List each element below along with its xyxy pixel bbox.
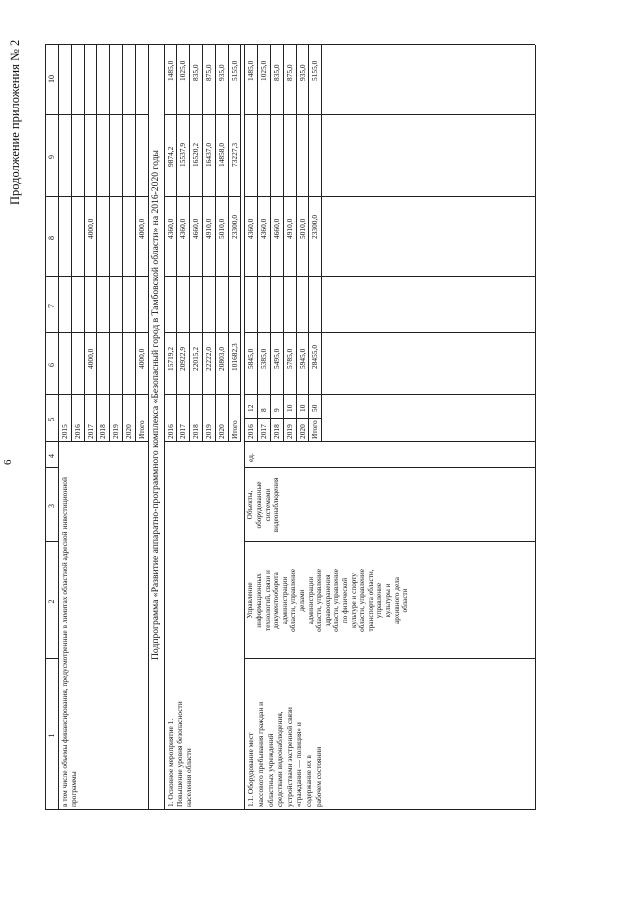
- header-bottom-rule: [58, 45, 59, 810]
- main-event-col6-value: 22015,2: [191, 346, 201, 371]
- row-rule: [176, 45, 177, 442]
- main-event-col8-value: 23300,0: [229, 214, 239, 239]
- executor-line: области, управление: [332, 569, 341, 632]
- event-col6-value: 5385,0: [259, 348, 269, 369]
- event-quantity: 50: [310, 404, 320, 412]
- continuation-label: Продолжение приложения № 2: [8, 39, 22, 205]
- column-rule: [244, 276, 535, 277]
- event-name-line: 1.1. Оборудование мест: [246, 732, 256, 807]
- column-rule: [244, 441, 535, 442]
- section-a-year: 2016: [72, 424, 82, 439]
- event-col8-value: 5010,0: [297, 218, 307, 239]
- event-name-line: массового пребывания граждан и: [256, 701, 265, 807]
- main-event-col9-value: 16437,0: [204, 142, 213, 167]
- row-rule: [283, 45, 284, 442]
- unit-label: ед.: [246, 453, 256, 462]
- executor-line: области, управление: [315, 569, 324, 632]
- header-column-rule: [45, 467, 58, 468]
- row-rule: [270, 45, 271, 442]
- event-col8-value: 4360,0: [246, 218, 256, 239]
- executor-line: архивного дела: [392, 577, 401, 624]
- event-col10-value: 1485,0: [246, 60, 256, 81]
- event-col10-value: 5155,0: [310, 60, 320, 81]
- event-year: 2016: [246, 424, 256, 439]
- column-number-3: 3: [47, 504, 56, 508]
- main-event-col6-value: 20922,9: [178, 346, 188, 371]
- column-rule: [244, 332, 535, 333]
- column-number-10: 10: [47, 75, 56, 83]
- executor-line: делами: [298, 589, 306, 612]
- event-col6-value: 5945,0: [297, 348, 307, 369]
- event-col10-value: 835,0: [272, 64, 281, 81]
- indicator-line: Объекты,: [246, 490, 255, 520]
- event-name-line: рабочем состоянии: [313, 746, 323, 807]
- executor-line: культуры и: [384, 583, 392, 618]
- section-a-year: 2018: [98, 424, 108, 439]
- event-year: Итого: [310, 420, 320, 439]
- subprogram-bottom-rule: [164, 45, 165, 810]
- event-year: 2020: [297, 424, 307, 439]
- executor-line: администрации: [280, 576, 289, 625]
- indicator-line: видеонаблюдения: [272, 477, 281, 533]
- executor-line: Управление: [246, 582, 255, 619]
- indicator-line: системами: [263, 488, 272, 522]
- executor-line: по физической: [341, 577, 349, 624]
- column-rule: [244, 196, 535, 197]
- main-event-col9-value: 16520,2: [191, 142, 201, 167]
- event-col10-value: 875,0: [284, 64, 294, 81]
- event-name-line: устройствами экстренной связи: [284, 707, 294, 807]
- main-event-col8-value: 4360,0: [165, 218, 175, 239]
- section-a-year: 2020: [124, 424, 133, 439]
- event-name-line: содержание их в: [304, 755, 313, 807]
- section-a-year: 2015: [60, 424, 69, 439]
- executor-line: транспорта области,: [366, 569, 375, 632]
- main-event-year: 2020: [216, 424, 226, 439]
- main-event-col9-value: 15537,9: [178, 142, 188, 167]
- row-rule: [308, 45, 309, 442]
- section-a-col6-value: 4000,0: [136, 348, 146, 369]
- event-name-line: средствами видеонаблюдения,: [275, 711, 285, 807]
- executor-line: технологий, связи и: [263, 570, 272, 631]
- main-event-col10-value: 1025,0: [178, 60, 188, 81]
- event-quantity: 8: [259, 408, 269, 412]
- event-name-line: областных учреждений: [265, 733, 275, 807]
- executor-line: управление: [375, 582, 384, 619]
- event-col10-value: 1025,0: [259, 60, 269, 81]
- header-column-rule: [45, 394, 58, 395]
- subprogram-title: Подпрограмма «Развитие аппаратно-программного комплекса «Безопасный город в Тамбовской области» на 2016-2020 годы: [149, 150, 161, 660]
- main-event-col9-value: 14858,0: [216, 142, 226, 167]
- row-rule: [228, 45, 229, 442]
- main-event-col6-value: 20803,0: [216, 346, 226, 371]
- section-a-year: 2019: [111, 424, 121, 439]
- event-col8-value: 4360,0: [259, 218, 269, 239]
- column-rule: [244, 541, 535, 542]
- executor-line: культуре и спорту: [349, 573, 358, 628]
- main-event-col9-value: 9874,2: [165, 146, 175, 167]
- main-event-col8-value: 4910,0: [204, 218, 213, 239]
- main-event-name-line: 1. Основное мероприятие 1.: [165, 718, 175, 807]
- main-event-col6-value: 15719,2: [165, 346, 175, 371]
- executor-line: документооборота: [272, 572, 281, 629]
- column-number-4: 4: [47, 454, 56, 458]
- executor-line: информационных: [255, 573, 263, 628]
- header-column-rule: [45, 332, 58, 333]
- event-quantity: 10: [284, 404, 294, 412]
- table-top-rule: [45, 45, 46, 810]
- header-column-rule: [45, 114, 58, 115]
- section-a-col8-value: 4000,0: [85, 218, 95, 239]
- executor-line: администрации: [306, 576, 315, 625]
- executor-line: здравоохранения: [323, 574, 332, 627]
- main-event-year: 2018: [191, 424, 201, 439]
- column-number-9: 9: [47, 155, 56, 159]
- main-event-col10-value: 1485,0: [165, 60, 175, 81]
- header-column-rule: [45, 276, 58, 277]
- main-event-col8-value: 5010,0: [216, 218, 226, 239]
- event-quantity: 9: [272, 408, 281, 412]
- subprogram-top-rule: [148, 45, 149, 810]
- row-rule: [84, 45, 85, 442]
- row-rule: [109, 45, 110, 442]
- executor-line: области, управление: [289, 569, 298, 632]
- event-col8-value: 23300,0: [310, 214, 320, 239]
- executor-line: области, управление: [358, 569, 367, 632]
- event-col6-value: 5495,0: [272, 348, 281, 369]
- event-col8-value: 4660,0: [272, 218, 281, 239]
- column-rule: [244, 114, 535, 115]
- section-a-col8-value: 4000,0: [136, 218, 146, 239]
- column-number-2: 2: [47, 599, 56, 604]
- section-a-col6-value: 4000,0: [85, 348, 95, 369]
- row-rule: [189, 45, 190, 442]
- event-col6-value: 28455,0: [310, 344, 320, 369]
- main-event-col6-value: 22222,0: [204, 346, 213, 371]
- header-column-rule: [45, 196, 58, 197]
- row-rule: [122, 45, 123, 442]
- row-rule: [321, 45, 322, 442]
- event-year: 2018: [272, 424, 281, 439]
- column-number-8: 8: [47, 236, 56, 240]
- event-col6-value: 5785,0: [284, 348, 294, 369]
- row-rule: [296, 45, 297, 442]
- row-rule: [135, 45, 136, 442]
- main-event-col9-value: 73227,3: [229, 142, 239, 167]
- event-quantity: 12: [246, 404, 256, 412]
- main-event-year: 2017: [178, 424, 188, 439]
- event-col8-value: 4910,0: [284, 218, 294, 239]
- section-a-year: Итого: [136, 420, 146, 439]
- page-number: 6: [2, 459, 14, 465]
- section-a-description: в том числе объемы финансирования, предусмотренные в лимитах областной адресной инвестиционной программы: [60, 477, 79, 807]
- event-top-rule: [244, 45, 245, 810]
- column-number-6: 6: [47, 363, 56, 367]
- event-year: 2017: [259, 424, 269, 439]
- row-rule: [240, 45, 241, 442]
- column-number-1: 1: [47, 733, 56, 738]
- executor-line: области: [401, 588, 410, 613]
- main-event-year: 2016: [165, 424, 175, 439]
- main-event-name-line: населения области: [184, 748, 194, 807]
- row-rule: [202, 45, 203, 442]
- main-event-col6-value: 101682,3: [229, 343, 239, 371]
- section-a-year: 2017: [85, 424, 95, 439]
- table-right-rule: [45, 44, 535, 45]
- main-event-col8-value: 4660,0: [191, 218, 201, 239]
- column-number-7: 7: [47, 304, 56, 308]
- main-event-name-line: Повышение уровня безопасности: [175, 701, 184, 807]
- row-rule: [257, 45, 258, 442]
- main-event-col10-value: 5155,0: [229, 60, 239, 81]
- table-left-rule: [45, 809, 535, 810]
- event-name-line: «гражданин — полиция» и: [294, 722, 304, 807]
- table-bottom-rule: [535, 45, 536, 810]
- column-rule: [244, 467, 535, 468]
- indicator-line: оборудованные: [255, 481, 263, 529]
- row-rule: [96, 45, 97, 442]
- main-event-col10-value: 835,0: [191, 64, 201, 81]
- event-col10-value: 935,0: [297, 64, 307, 81]
- header-column-rule: [45, 541, 58, 542]
- row-rule: [71, 45, 72, 442]
- main-event-col10-value: 875,0: [204, 64, 213, 81]
- row-rule: [215, 45, 216, 442]
- column-rule: [244, 394, 535, 395]
- event-quantity: 10: [297, 404, 307, 412]
- event-year: 2019: [284, 424, 294, 439]
- main-event-col8-value: 4360,0: [178, 218, 188, 239]
- header-column-rule: [45, 658, 58, 659]
- main-event-year: 2019: [204, 424, 213, 439]
- event-col6-value: 5845,0: [246, 348, 256, 369]
- column-number-5: 5: [47, 417, 56, 422]
- main-event-year: Итого: [229, 420, 239, 439]
- main-event-col10-value: 935,0: [216, 64, 226, 81]
- column-rule: [244, 658, 535, 659]
- header-column-rule: [45, 441, 58, 442]
